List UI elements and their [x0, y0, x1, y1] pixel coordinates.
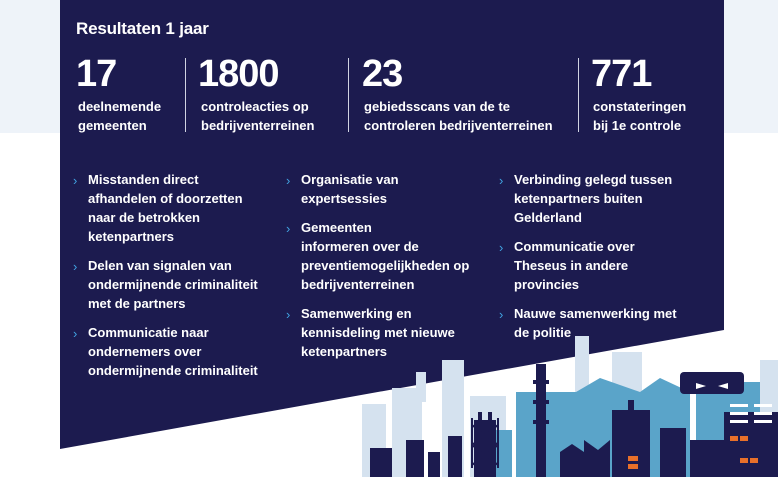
stat-value: 771: [591, 53, 652, 95]
result-item-text: Verbinding gelegd tussen ketenpartners buiten Gelderland: [514, 172, 673, 225]
result-item-text: Communicatie naar ondernemers over ondermijnende criminaliteit: [88, 325, 258, 378]
stat-label: deelnemende gemeenten: [78, 99, 162, 133]
result-item-text: Delen van signalen van ondermijnende criminaliteit met de partners: [88, 258, 258, 311]
result-item-text: Nauwe samenwerking met de politie: [514, 306, 677, 340]
stat-value: 1800: [198, 53, 279, 95]
result-item-text: Misstanden direct afhandelen of doorzetten naar de betrokken ketenpartners: [88, 172, 243, 244]
stat-value: 23: [362, 53, 403, 95]
result-item-text: Gemeenten informeren over de preventiemogelijkheden op bedrijventerreinen: [301, 220, 470, 292]
chevron-right-icon: ›: [499, 173, 504, 188]
chevron-right-icon: ›: [73, 259, 78, 274]
stat-label: gebiedsscans van de te controleren bedrijventerreinen: [364, 99, 553, 133]
stat-label: constateringen bij 1e controle: [593, 99, 687, 133]
chevron-right-icon: ›: [286, 307, 291, 322]
chevron-right-icon: ›: [73, 173, 78, 188]
chevron-right-icon: ›: [286, 173, 291, 188]
chevron-right-icon: ›: [286, 221, 291, 236]
result-item-text: Samenwerking en kennisdeling met nieuwe ketenpartners: [301, 306, 455, 359]
stat-value: 17: [76, 53, 117, 95]
stat-label: controleacties op bedrijventerreinen: [201, 99, 315, 133]
chevron-right-icon: ›: [73, 326, 78, 341]
chevron-right-icon: ›: [499, 307, 504, 322]
result-item-text: Communicatie over Theseus in andere provincies: [514, 239, 635, 292]
result-item-text: Organisatie van expertsessies: [301, 172, 399, 206]
chevron-right-icon: ›: [499, 240, 504, 255]
section-title: Resultaten 1 jaar: [76, 19, 209, 38]
